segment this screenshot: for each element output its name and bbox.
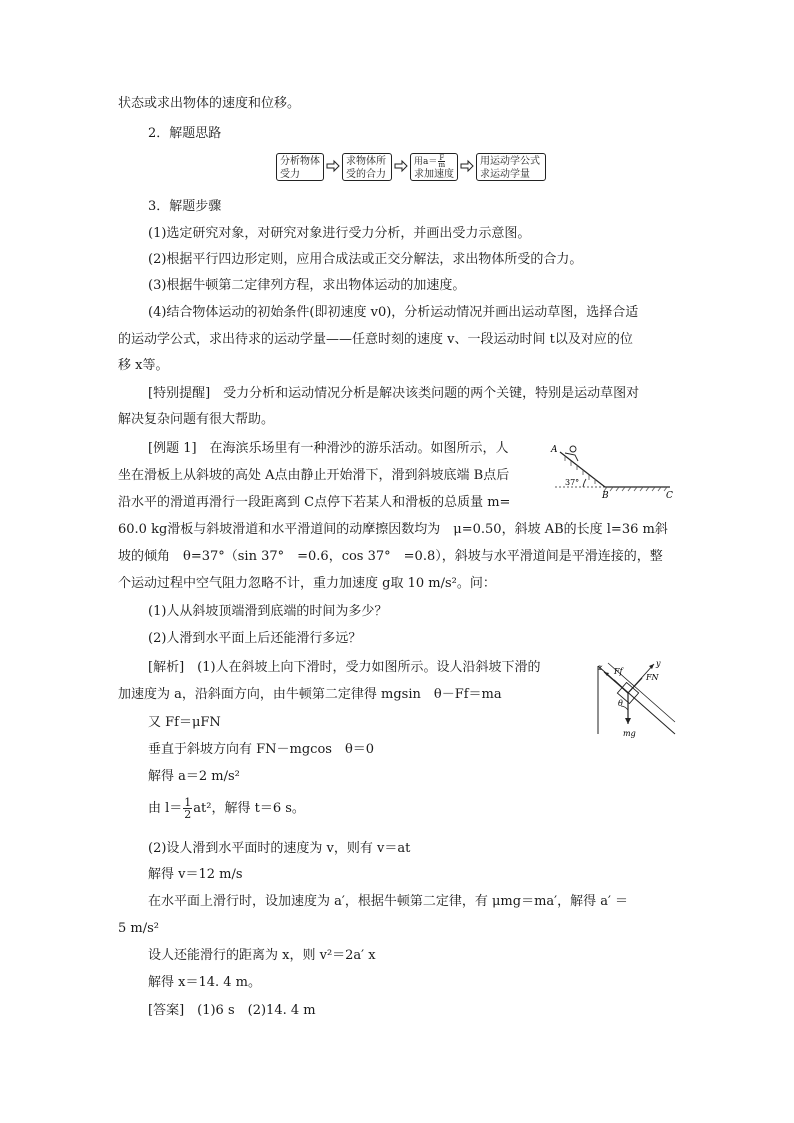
theta-label: θ (618, 699, 623, 708)
text-line: 个运动过程中空气阻力忽略不计，重力加速度 g取 10 m/s²。问： (118, 576, 496, 591)
question-2: (2)人滑到水平面上后还能滑行多远？ (148, 631, 362, 646)
text-line: (2)设人滑到水平面时的速度为 v，则有 v＝at (148, 841, 411, 856)
text-line: 移 x等。 (118, 358, 169, 373)
text-line: 60.0 kg滑板与斜坡滑道和水平滑道间的动摩擦因数均为 μ=0.50，斜坡 AB的长度 l=36 m斜 (118, 522, 668, 537)
text-line: 沿水平的滑道再滑行一段距离到 C点停下若某人和滑板的总质量 m= (118, 495, 511, 510)
ground-hatching (604, 487, 667, 491)
text-line: 的运动学公式，求出待求的运动学量——任意时刻的速度 v、一段运动时间 t以及对应的位 (118, 332, 633, 347)
frac-num: 1 (184, 796, 192, 809)
text-line: (4)结合物体运动的初始条件(即初速度 v0)，分析运动情况并画出运动草图，选择合适 (148, 305, 639, 320)
text-line: 又 Ff＝μFN (148, 715, 221, 730)
text-line: (1)选定研究对象，对研究对象进行受力分析，并画出受力示意图。 (148, 226, 531, 241)
text-line: 5 m/s² (118, 921, 159, 936)
flow-box-4-line1: 用运动学公式 (480, 156, 540, 167)
text-line: [特别提醒] 受力分析和运动情况分析是解决该类问题的两个关键，特别是运动草图对 (148, 386, 640, 401)
frac-den: m (438, 161, 446, 169)
text-line: 解得 x＝14. 4 m。 (148, 975, 262, 990)
question-1: (1)人从斜坡顶端滑到底端的时间为多少？ (148, 604, 388, 619)
text-line: 设人还能滑行的距离为 x，则 v²＝2a′ x (148, 948, 376, 963)
text-line: 解决复杂问题有很大帮助。 (118, 412, 275, 427)
solution-flowchart (276, 150, 546, 186)
text-line: (3)根据牛顿第二定律列方程，求出物体运动的加速度。 (148, 278, 466, 293)
ff-label: Ff (614, 667, 623, 676)
flow-box-1 (276, 153, 324, 181)
fraction-half (183, 797, 192, 820)
fn-label: FN (646, 673, 659, 682)
slope-figure (545, 440, 680, 502)
angle-arc (583, 479, 586, 487)
point-label-a: A (551, 445, 558, 455)
text-line: 坡的倾角 θ=37°（sin 37° =0.6，cos 37° =0.8），斜坡与水平滑道间是平滑连接的，整 (118, 549, 663, 564)
arrow-right-icon (394, 159, 408, 173)
text-line: (2)根据平行四边形定则，应用合成法或正交分解法，求出物体所受的合力。 (148, 252, 583, 267)
person-icon (570, 446, 576, 452)
flow-box-3-formula: 用a＝ (414, 157, 438, 167)
flow-box-3-line2: 求加速度 (414, 169, 454, 180)
incline-line (598, 666, 675, 734)
point-label-b: B (602, 491, 609, 501)
flow-box-2-line1: 求物体所 (346, 156, 386, 167)
frac-num: F (439, 154, 445, 162)
flow-box-1-line1: 分析物体 (280, 156, 320, 167)
text-line: 解得 a＝2 m/s² (148, 769, 240, 784)
y-label: y (656, 659, 661, 668)
section-heading: 3．解题步骤 (148, 199, 222, 214)
flow-box-2-line2: 受的合力 (346, 169, 386, 180)
angle-label: 37° (565, 478, 580, 487)
point-label-c: C (666, 491, 673, 501)
text-line: 坐在滑板上从斜坡的高处 A点由静止开始滑下，滑到斜坡底端 B点后 (118, 468, 510, 483)
section-heading: 2．解题思路 (148, 126, 222, 141)
frac-den: 2 (184, 808, 192, 821)
flow-box-4 (476, 153, 546, 181)
text-line: 垂直于斜坡方向有 FN－mgcos θ＝0 (148, 742, 375, 757)
flow-box-3 (410, 153, 458, 181)
text-line: 状态或求出物体的速度和位移。 (118, 96, 301, 111)
mg-label: mg (623, 729, 636, 738)
text-line: 解得 v＝12 m/s (148, 867, 243, 882)
arrow-right-icon (326, 159, 340, 173)
text-line: 加速度为 a，沿斜面方向，由牛顿第二定律得 mgsin θ－Ff＝ma (118, 687, 502, 702)
force-diagram (590, 658, 685, 744)
text-line: 在水平面上滑行时，设加速度为 a′，根据牛顿第二定律，有 μmg＝ma′，解得 a′ ＝ (148, 894, 629, 909)
formula-prefix: 由 l＝ (148, 801, 183, 816)
analysis-title: [解析] (1)人在斜坡上向下滑时，受力如图所示。设人沿斜坡下滑的 (148, 660, 541, 675)
z-label: z (598, 663, 603, 672)
answer-line: [答案] (1)6 s (2)14. 4 m (148, 1003, 316, 1018)
friction-vector (614, 680, 628, 693)
flow-box-2 (342, 153, 392, 181)
arrow-right-icon (460, 159, 474, 173)
example-title: [例题 1] 在海滨乐场里有一种滑沙的游乐活动。如图所示，人 (148, 441, 509, 456)
formula-suffix: at²，解得 t＝6 s。 (193, 801, 305, 816)
formula-line (148, 797, 305, 820)
flow-box-4-line2: 求运动学量 (480, 169, 530, 180)
flow-box-1-line2: 受力 (280, 169, 300, 180)
